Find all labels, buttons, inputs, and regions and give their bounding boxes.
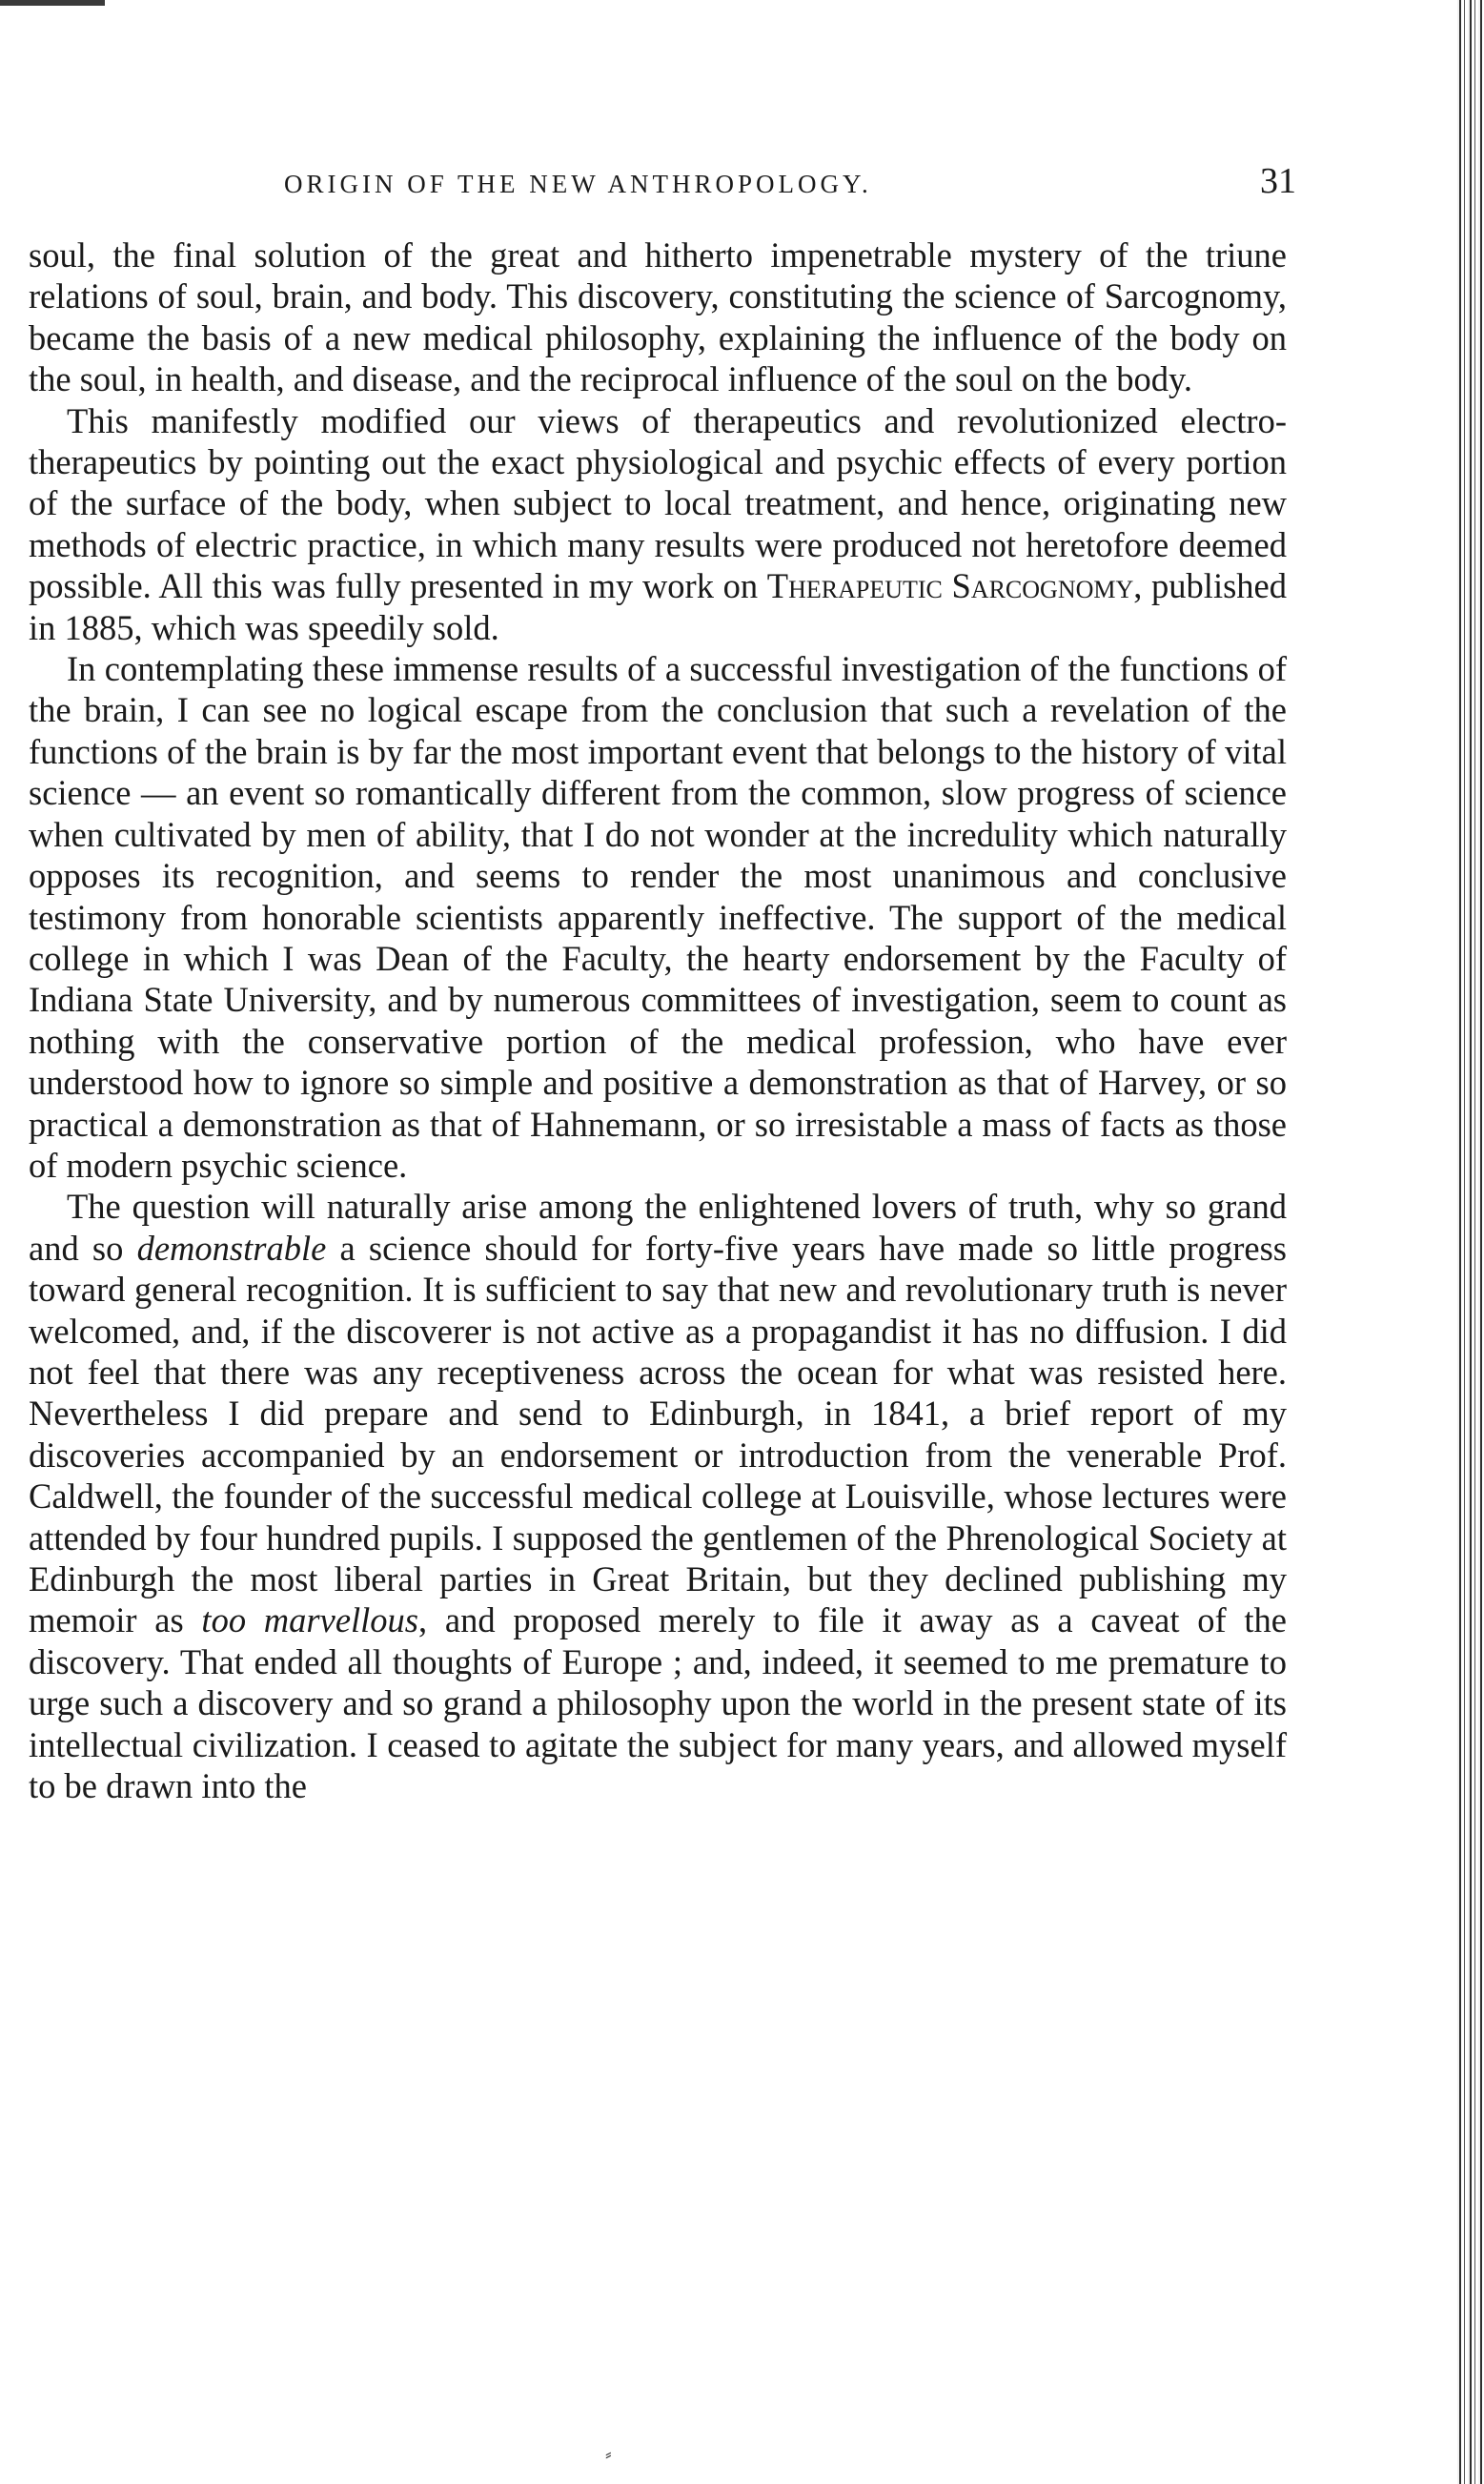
- paragraph-1-text: soul, the final solution of the great and hitherto impenetrable mystery of the triune relations of soul, brain, and body. This discovery, constituting the science of Sarcognomy, became the basis of a new medical philosophy, explaining the influence of the body on the soul, in health, and disease, and the reciprocal influence of the soul on the body.: [29, 235, 1287, 399]
- scan-edge-top: [0, 0, 105, 6]
- paragraph-4: [29, 1186, 1287, 1806]
- paragraph-2: [29, 400, 1287, 648]
- paragraph-3-text: In contemplating these immense results of a successful investigation of the functions of the brain, I can see no logical escape from the conclusion that such a revelation of the functions of the brain is by far the most important event that belongs to the history of vital science — an event so romantically different from the common, slow progress of science when cultivated by men of ability, that I do not wonder at the incredulity which naturally opposes its recognition, and seems to render the most unanimous and conclusive testimony from honorable scientists apparently ineffective. The support of the medical college in which I was Dean of the Faculty, the hearty endorsement by the Faculty of Indiana State University, and by numerous committees of investigation, seem to count as nothing with the conservative portion of the medical profession, who have ever understood how to ignore so simple and positive a demonstration as that of Harvey, or so practical a demonstration as that of Hahnemann, or so irresistable a mass of facts as those of modern psychic science.: [29, 649, 1287, 1185]
- page-header: [29, 160, 1296, 208]
- paragraph-4-text-a: The question will naturally arise among the enlightened lovers of truth, why so grand and so: [29, 1187, 1287, 1268]
- paragraph-4-text-c: , and proposed merely to file it away as a caveat of the discovery. That ended all thoughts of Europe ; and, indeed, it seemed to me premature to urge such a discovery and so grand a philosophy upon the world in the present state of its intellectual civilization. I ceased to agitate the subject for many years, and allowed myself to be drawn into the: [29, 1600, 1288, 1806]
- paragraph-2-text-a: This manifestly modified our views of therapeutics and revolutionized electro-therapeutics by pointing out the exact physiological and psychic effects of every portion of the surface of the body, when subject to local treatment, and hence, originating new methods of electric practice, in which many results were produced not heretofore deemed possible. All this was fully presented in my work on: [29, 400, 1287, 606]
- page-edge-stack: [1457, 0, 1484, 2484]
- book-title-therapeutic-sarcognomy: Therapeutic Sarcognomy: [766, 566, 1134, 606]
- paragraph-4-text-b: a science should for forty-five years have made so little progress toward general recognition. It is sufficient to say that new and revolutionary truth is never welcomed, and, if the discoverer is not active as a propagandist it has no diffusion. I did not feel that there was any receptiveness across the ocean for what was resisted here. Nevertheless I did prepare and send to Edinburgh, in 1841, a brief report of my discoveries accompanied by an endorsement or introduction from the venerable Prof. Caldwell, the founder of the successful medical college at Louisville, whose lectures were attended by four hundred pupils. I supposed the gentlemen of the Phrenological Society at Edinburgh the most liberal parties in Great Britain, but they declined publishing my memoir as: [29, 1228, 1287, 1640]
- paragraph-1: [29, 234, 1287, 400]
- paragraph-2-text-b: , published in 1885, which was speedily sold.: [29, 566, 1287, 647]
- paragraph-3: [29, 648, 1287, 1186]
- footer-ink-mark: ⸗: [605, 2442, 612, 2465]
- emphasis-too-marvellous: too marvellous: [201, 1600, 419, 1640]
- body-text: [29, 234, 1287, 1806]
- running-head: ORIGIN OF THE NEW ANTHROPOLOGY.: [284, 170, 872, 198]
- page-number: 31: [1260, 161, 1296, 201]
- emphasis-demonstrable: demonstrable: [136, 1228, 327, 1268]
